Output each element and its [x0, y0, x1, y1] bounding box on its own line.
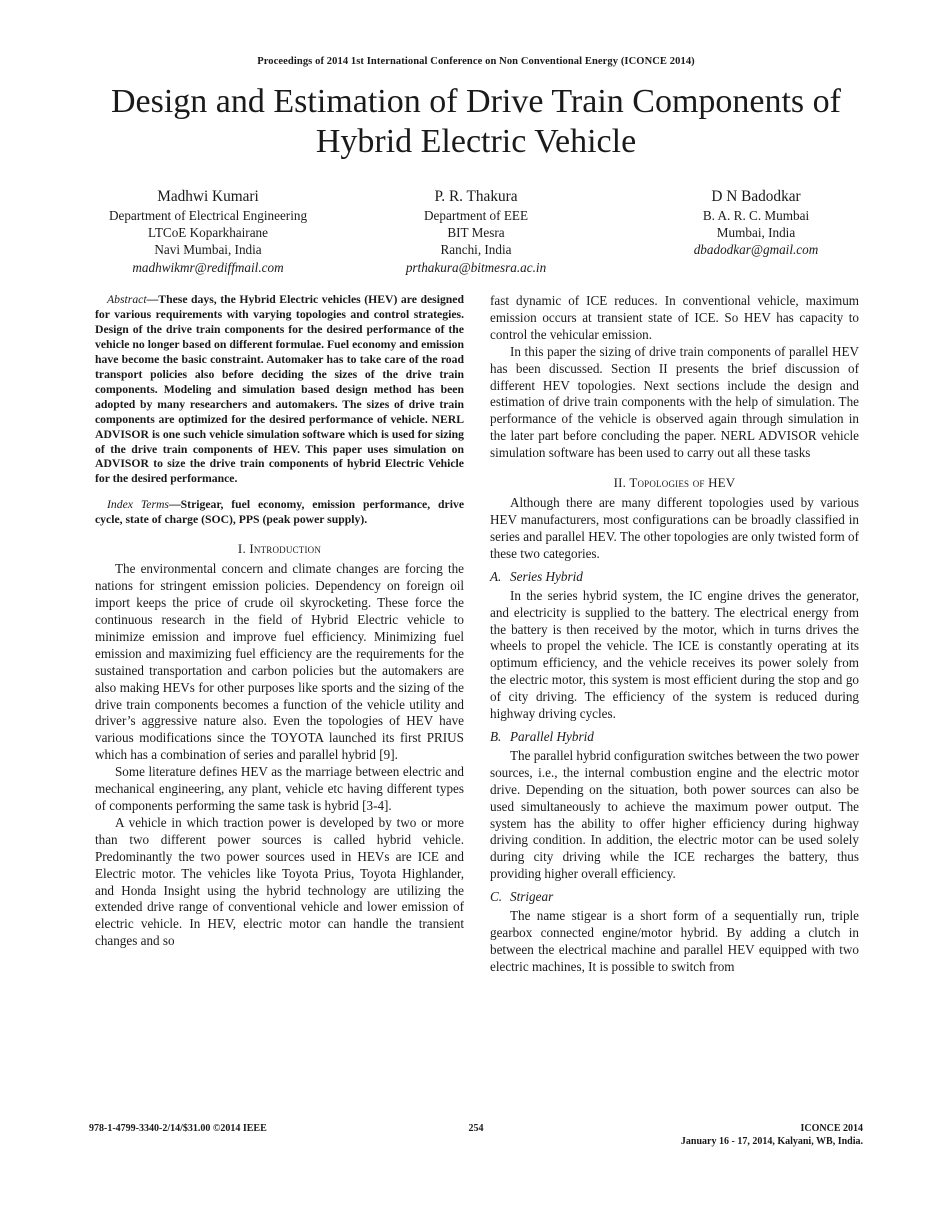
- paragraph: The environmental concern and climate changes are forcing the nations for stringent emission policies. Dependency on foreign oil import keeps the price of crude oil skyrocketing. These force the continuous research in the field of Hybrid Electric vehicle to minimize emission and improve fuel efficiency. Minimizing fuel emission and maximizing fuel efficiency are the requirements for the sustained transportation and carbon policies but the automakers are also making HEVs for other purposes like sports and the sizing of the drive train components becomes a function of the vehicle utility and driver’s aggressive nature also. Even the topologies of HEV have various modifications since the TOYOTA launched its first PRIUS which has a combination of series and parallel hybrid [9].: [95, 561, 464, 763]
- author-name: D N Badodkar: [711, 188, 801, 205]
- running-head: Proceedings of 2014 1st International Conference on Non Conventional Energy (ICONCE 2014): [257, 56, 695, 67]
- paragraph: fast dynamic of ICE reduces. In conventional vehicle, maximum emission occurs at transient state of ICE. So HEV has capacity to control the vehicular emission.: [490, 293, 859, 342]
- page-number: 254: [468, 1123, 484, 1134]
- section-heading-topologies: II. Topologies of HEV: [613, 475, 736, 491]
- index-terms-lead: Index Terms: [107, 498, 169, 512]
- author-org: LTCoE Koparkhairane: [148, 225, 268, 241]
- paragraph: In this paper the sizing of drive train components of parallel HEV has been discussed. Section II presents the brief discussion of different HEV topologies. Next sections include the design and estimation of drive train components with the help of simulation. The performance of the vehicle is observed again through simulation in the later part before concluding the paper. NERL ADVISOR vehicle simulation software has been used to carry out all these tasks: [490, 343, 859, 461]
- section-heading-introduction: I. Introduction: [237, 541, 322, 557]
- subsection-title: Parallel Hybrid: [510, 728, 594, 744]
- abstract: [95, 293, 464, 487]
- footer-conf-date: January 16 - 17, 2014, Kalyani, WB, India.: [680, 1136, 863, 1147]
- paragraph: The name stigear is a short form of a sequentially run, triple gearbox connected engine/motor hybrid. By adding a clutch in between the electrical machine and parallel HEV equipped with two electric machines, It is possible to switch from: [490, 908, 859, 974]
- index-terms-text: —Strigear, fuel economy, emission performance, drive cycle, state of charge (SOC), PPS (peak power supply).: [95, 498, 465, 527]
- author-name: P. R. Thakura: [434, 188, 518, 205]
- subsection-letter: A.: [490, 568, 502, 584]
- author-city: Ranchi, India: [440, 242, 512, 258]
- author-block: [0, 186, 952, 276]
- footer-copyright: 978-1-4799-3340-2/14/$31.00 ©2014 IEEE: [89, 1123, 267, 1134]
- subsection-heading-strigear: [490, 888, 859, 905]
- paragraph: A vehicle in which traction power is developed by two or more than two different power sources is called hybrid vehicle. Predominantly the two power sources used in HEVs are ICE and Electric motor. The vehicles like Toyota Prius, Toyota Highlander, and Honda Insight using the hybrid technology are utilizing the extended drive range of conventional vehicle and lower emission of electric vehicle. In HEV, electric motor can handle the transient changes and so: [95, 814, 464, 949]
- paragraph: In the series hybrid system, the IC engine drives the generator, and electricity is supplied to the battery. The electrical energy from the battery is then received by the motor, which in turns drives the wheels to propel the vehicle. The ICE is constantly operating at its optimum efficiency, and the vehicle receives its power solely from the electric motor, this system is most efficient during the stop and go of city driving. The efficiency of the system is reduced during highway driving cycles.: [490, 587, 859, 722]
- subsection-title: Series Hybrid: [510, 568, 583, 584]
- index-terms: [95, 498, 464, 528]
- author-email[interactable]: madhwikmr@rediffmail.com: [132, 259, 284, 275]
- author-org: Mumbai, India: [716, 225, 796, 241]
- abstract-text: —These days, the Hybrid Electric vehicles (HEV) are designed for various requirements with varying topologies and control strategies. Design of the drive train components for the desired performance of the vehicle no longer based on different formulae. Fuel economy and emission have become the basic constraint. Automaker has to take care of the road transport policies also before deciding the sizes of the drive train components. Modeling and simulation based design method has been adopted by many researchers and automakers. The sizes of drive train components are optimized for the desired performance of vehicle. NERL ADVISOR is one such vehicle simulation software which is used for sizing of the drive train components of HEV. This paper uses simulation on ADVISOR to size the drive train components of hybrid Electric Vehicle for the desired performance.: [95, 293, 464, 486]
- subsection-heading-series-hybrid: [490, 568, 859, 585]
- author-dept: Department of Electrical Engineering: [108, 208, 308, 223]
- abstract-lead: Abstract: [107, 293, 147, 306]
- author-2: [328, 186, 624, 276]
- title-line-1: Design and Estimation of Drive Train Components of: [110, 83, 841, 120]
- footer-conference: [681, 1122, 863, 1148]
- subsection-title: Strigear: [510, 889, 554, 905]
- paragraph: The parallel hybrid configuration switches between the two power sources, i.e., the internal combustion engine and the electric motor drive. Depending on the situation, both power sources can also be used simultaneously to achieve the maximum power output. The system has the ability to offer higher efficiency during highway driving condition. In addition, the electric motor can be used solely during city driving while the ICE recharges the battery, thus providing higher overall efficiency.: [490, 747, 859, 882]
- author-dept: B. A. R. C. Mumbai: [702, 208, 810, 223]
- author-email[interactable]: prthakura@bitmesra.ac.in: [405, 259, 547, 275]
- paper-title: [40, 82, 912, 162]
- author-email[interactable]: dbadodkar@gmail.com: [693, 242, 819, 258]
- subsection-letter: B.: [490, 728, 502, 744]
- author-1: [60, 186, 356, 276]
- author-org: BIT Mesra: [447, 225, 505, 241]
- subsection-heading-parallel-hybrid: [490, 728, 859, 745]
- author-city: Navi Mumbai, India: [154, 242, 262, 258]
- left-column: [95, 293, 464, 950]
- paragraph: Some literature defines HEV as the marriage between electric and mechanical engineering, any plant, vehicle etc having different types of components performing the same task is hybrid [3-4].: [95, 764, 464, 813]
- subsection-letter: C.: [490, 889, 503, 905]
- author-3: [608, 186, 904, 259]
- author-name: Madhwi Kumari: [157, 188, 259, 205]
- title-line-2: Hybrid Electric Vehicle: [315, 123, 637, 160]
- author-dept: Department of EEE: [424, 208, 528, 223]
- paragraph: Although there are many different topologies used by various HEV manufacturers, most configurations can be broadly classified in series and parallel HEV. The other topologies are only twisted form of these two categories.: [490, 495, 859, 561]
- footer-conf-name: ICONCE 2014: [800, 1123, 863, 1134]
- right-column: [490, 293, 859, 976]
